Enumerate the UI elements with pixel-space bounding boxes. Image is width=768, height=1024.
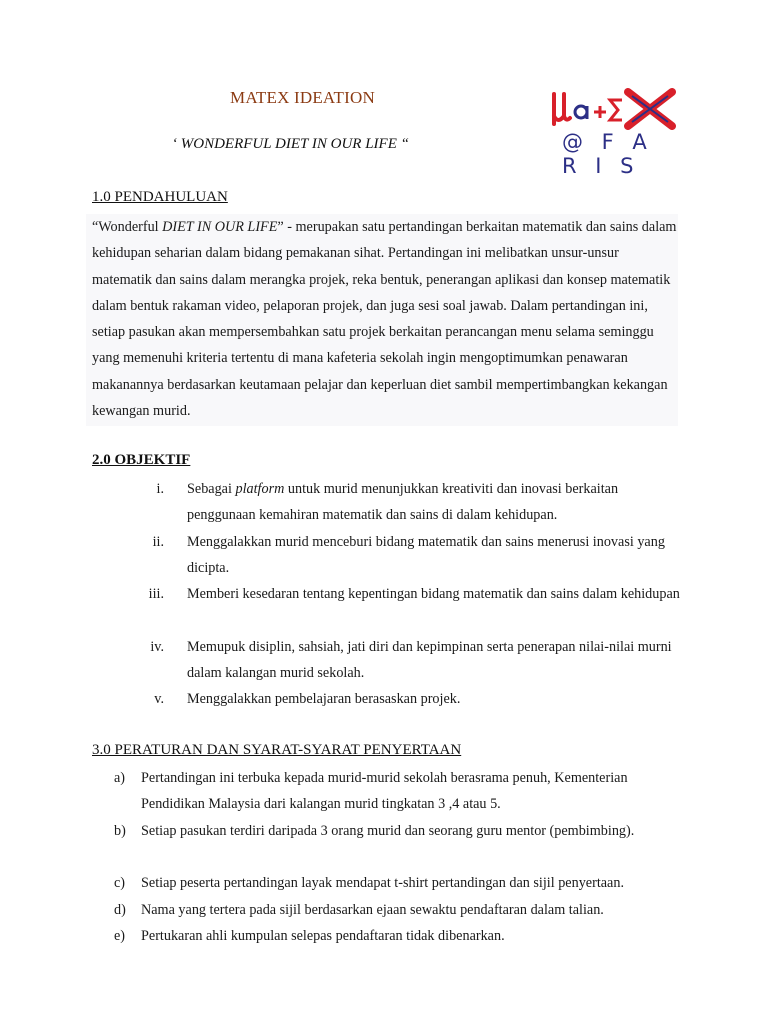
list-item-number: iii. — [148, 586, 164, 603]
list-item-letter: e) — [114, 927, 126, 944]
document-title: MATEX IDEATION — [230, 88, 375, 107]
list-item-letter: a) — [114, 770, 126, 786]
intro-emphasis: DIET IN OUR LIFE — [162, 219, 278, 235]
list-item-number: i. — [156, 481, 164, 497]
list-item-text: Menggalakkan pembelajaran berasaskan projek. — [187, 691, 461, 708]
intro-paragraph — [92, 214, 678, 424]
list-item-number: ii. — [152, 533, 164, 550]
list-item-text: Nama yang tertera pada sijil berdasarkan ejaan sewaktu pendaftaran dalam talian. — [141, 901, 604, 918]
matex-logo-mark — [548, 86, 676, 130]
intro-open: “Wonderful — [92, 219, 163, 235]
section-heading-pendahuluan: 1.0 PENDAHULUAN — [92, 189, 228, 205]
section-heading-objektif: 2.0 OBJEKTIF — [92, 452, 191, 468]
list-item-letter: d) — [114, 901, 126, 918]
list-item-text — [187, 476, 682, 529]
list-item-letter: b) — [114, 822, 126, 839]
list-item-text: Pertandingan ini terbuka kepada murid-murid sekolah berasrama penuh, Kementerian Pendidikan Malaysia dari kalangan murid tingkatan 3 ,4 atau 5. — [141, 770, 628, 813]
document-subtitle: ‘ WONDERFUL DIET IN OUR LIFE “ — [172, 136, 409, 152]
section-heading-peraturan: 3.0 PERATURAN DAN SYARAT-SYARAT PENYERTAAN — [92, 742, 462, 758]
list-item-text: Setiap pasukan terdiri daripada 3 orang murid dan seorang guru mentor (pembimbing). — [141, 822, 635, 839]
list-item-text: Menggalakkan murid menceburi bidang matematik dan sains menerusi inovasi yang dicipta. — [187, 533, 665, 576]
matex-logo — [548, 86, 676, 178]
list-item-text: Memberi kesedaran tentang kepentingan bidang matematik dan sains dalam kehidupan — [187, 586, 680, 603]
list-item-text: Memupuk disiplin, sahsiah, jati diri dan kepimpinan serta penerapan nilai-nilai murni dalam kalangan murid sekolah. — [187, 638, 672, 682]
intro-body: ” - merupakan satu pertandingan berkaitan matematik dan sains dalam kehidupan seharian dalam bidang pemakanan sihat. Pertandingan ini melibatkan unsur-unsur matematik dan sains dalam merangka projek, reka bentuk, penerangan aplikasi dan konsep matematik dalam bentuk rakaman video, pelaporan projek, dan juga sesi soal jawab. Dalam pertandingan ini, setiap pasukan akan mempersembahkan satu projek berkaitan perancangan menu selama seminggu yang memenuhi kriteria tertentu di mana kafeteria sekolah ingin mengoptimumkan penawaran makanannya berdasarkan keutamaan pelajar dan keperluan diet sambil mempertimbangkan kekangan kewangan murid. — [92, 219, 677, 420]
list-item-number: v. — [154, 691, 164, 708]
text-part: untuk murid menunjukkan kreativiti dan inovasi berkaitan penggunaan kemahiran matematik dan sains di dalam kehidupan. — [187, 481, 619, 524]
text-emphasis: platform — [235, 481, 285, 497]
list-item-text: Pertukaran ahli kumpulan selepas pendaftaran tidak dibenarkan. — [141, 927, 505, 944]
list-item-text: Setiap peserta pertandingan layak mendapat t-shirt pertandingan dan sijil penyertaan. — [141, 875, 624, 892]
list-item-number: iv. — [150, 638, 164, 655]
text-part: Sebagai — [187, 481, 236, 497]
list-item-letter: c) — [114, 875, 126, 892]
logo-caption: @ F A R I S — [562, 130, 653, 178]
